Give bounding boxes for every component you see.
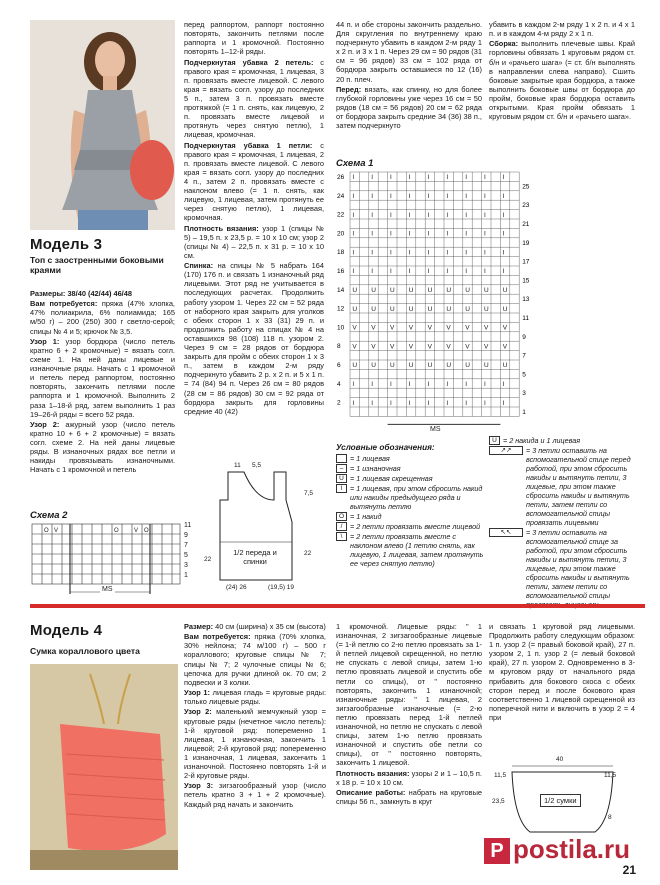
chart-symbol: U bbox=[484, 287, 489, 294]
chart-symbol: V bbox=[408, 343, 414, 351]
chart-symbol: I bbox=[484, 211, 486, 219]
chart-symbol: I bbox=[352, 249, 355, 257]
scheme2-title: Схема 2 bbox=[30, 510, 68, 521]
chart-symbol: I bbox=[465, 174, 468, 182]
chart-symbol: U bbox=[390, 362, 395, 370]
chart-symbol: I bbox=[446, 381, 449, 388]
bag-dim-width: 40 bbox=[556, 756, 564, 763]
chart-symbol: I bbox=[371, 174, 374, 182]
bag-label: 1/2 сумки bbox=[540, 794, 581, 807]
row-number-left: 24 bbox=[337, 192, 345, 200]
chart-symbol: U bbox=[465, 362, 470, 370]
chart-symbol: V bbox=[446, 324, 451, 332]
chart-symbol: I bbox=[484, 230, 486, 238]
chart-symbol: U bbox=[352, 287, 358, 294]
chart-symbol: I bbox=[446, 193, 449, 200]
row-number-left: 14 bbox=[337, 286, 345, 294]
scheme2-row-1: 1 bbox=[184, 572, 188, 579]
legend-title: Условные обозначения: bbox=[336, 443, 435, 452]
model4-subtitle: Сумка кораллового цвета bbox=[30, 646, 140, 656]
model3-sizes: Размеры: 38/40 (42/44) 46/48 bbox=[30, 289, 132, 298]
knit-symbol-icon bbox=[336, 454, 347, 463]
scheme1-chart bbox=[336, 168, 546, 440]
chart-symbol: I bbox=[502, 211, 505, 219]
row-number-left: 10 bbox=[337, 324, 345, 332]
row-number-left: 22 bbox=[337, 211, 345, 219]
chart-symbol: V bbox=[371, 324, 376, 332]
row-number-left: 2 bbox=[337, 399, 341, 407]
chart-symbol: I bbox=[371, 399, 374, 407]
model3-pattern2: ажурный узор (число петель кратно 10 + 6 + 2 кромочные) = вязать согл. схеме 2. На ней даны лицевые ряды. В изнаночных рядах все петли и накиды провязывать изнаночными. Начать с 1 кромочной и петель bbox=[30, 419, 175, 475]
chart-symbol: U bbox=[446, 305, 452, 313]
chart-symbol: I bbox=[484, 249, 486, 257]
chart-symbol: V bbox=[502, 324, 508, 332]
model3-col3-top: 44 п. и обе стороны закончить раздельно. Для скругления по внутреннему краю подчеркнуто убавить в каждом 2-м ряду 1 х 2 п. и 3 х 1 п. Через 29 см = 90 рядов (31 см = 96 рядов) 33 см = 102 ряда от бордюра закрыть оставшиеся по 12 (16) 20 п. плеч. bbox=[336, 20, 482, 84]
row-number-right: 7 bbox=[522, 352, 526, 360]
chart-symbol: I bbox=[502, 249, 505, 257]
chart-symbol: I bbox=[408, 211, 411, 219]
chart-symbol: I bbox=[352, 174, 355, 182]
chart-symbol: U bbox=[352, 305, 358, 313]
purl-symbol-icon: – bbox=[336, 464, 347, 473]
legend-item: U = 1 лицевая скрещенная bbox=[336, 474, 486, 483]
crossed-knit-symbol-icon: U bbox=[336, 474, 347, 483]
legend-item: O = 1 накид bbox=[336, 512, 486, 521]
double-yo-symbol-icon: U bbox=[489, 436, 500, 445]
chart-symbol: V bbox=[484, 324, 489, 332]
scheme2-row-3: 3 bbox=[184, 562, 188, 569]
chart-symbol: U bbox=[502, 362, 508, 370]
diagram-dim-right-20: 7,5 bbox=[304, 490, 314, 497]
legend-item: U = 2 накида и 1 лицевая bbox=[489, 436, 639, 445]
legend-item: I = 1 лицевая, при этом сбросить накид или накиды предыдущего ряда и вытянуть петлю bbox=[336, 484, 486, 511]
diagram-dim-bottom2: (19,5) 19 bbox=[268, 584, 295, 591]
model4-density: узоры 2 и 1 – 10,5 п. х 18 р. = 10 х 10 см. bbox=[336, 768, 482, 787]
drop-yo-symbol-icon: I bbox=[336, 484, 347, 493]
chart-symbol: I bbox=[427, 193, 430, 200]
chart-symbol: U bbox=[484, 362, 489, 370]
chart-symbol: I bbox=[427, 174, 430, 182]
model3-density: узор 1 (спицы № 5) – 19,5 п. х 23,5 р. = 10 х 10 см; узор 2 (спицы № 4) – 22,5 п. х 31 р. = 10 х 10 см. bbox=[184, 223, 324, 260]
svg-text:O: O bbox=[44, 528, 49, 534]
model3-materials: пряжа (47% хлопка, 47% полиакрила, 6% полиамида; 165 м/50 г) – 200 (250) 300 г светло-серой; спицы № 4 и 5; крючок № 3,5. bbox=[30, 299, 175, 336]
chart-symbol: I bbox=[352, 230, 355, 238]
bag-dim-right: 11,5 bbox=[604, 772, 617, 779]
chart-symbol: U bbox=[390, 305, 395, 313]
scheme2-row-11: 11 bbox=[184, 522, 192, 529]
chart-symbol: U bbox=[371, 362, 376, 370]
row-number-left: 6 bbox=[337, 362, 341, 369]
chart-symbol: I bbox=[502, 174, 505, 182]
chart-symbol: V bbox=[484, 343, 489, 351]
chart-symbol: U bbox=[502, 287, 508, 294]
row-number-right: 19 bbox=[522, 239, 530, 247]
model4-title: Модель 4 bbox=[30, 622, 103, 639]
pattern-diagram bbox=[200, 460, 330, 600]
row-number-left: 16 bbox=[337, 268, 345, 275]
scheme2-row-7: 7 bbox=[184, 542, 188, 549]
chart-symbol: I bbox=[371, 249, 374, 257]
postila-icon: P bbox=[484, 838, 510, 864]
yarn-over-symbol-icon: O bbox=[336, 512, 347, 521]
chart-symbol: U bbox=[427, 305, 433, 313]
row-number-right: 25 bbox=[522, 183, 530, 191]
model3-column-1: Размеры: 38/40 (42/44) 46/48 Вам потребуется: пряжа (47% хлопка, 47% полиакрила, 6% полиамида; 165 м/50 г) – 200 (250) 300 г светло-серой; спицы № 4 и 5; крючок № 3,5. Узор 1: узор бордюра (число петель кратно 6 + 2 кромочные) = вязать согл. схеме 1. На ней даны лицевые и изнаночные ряды. Начать с 1 кромочной и петель перед раппортом, постоянно повторять, закончить петлями после раппорта и 1 кромочной. Выполнить 2 раза 1–18-й ряд, затем выполнить 1 раз 19–26-й ряды = всего 52 ряда. Узор 2: ажурный узор (число петель кратно 10 + 6 + 2 кромочные) = вязать согл. схеме 2. На ней даны лицевые ряды. В изнаночных рядах все петли и накиды провязывать изнаночными. Начать с 1 кромочной и петель bbox=[30, 289, 175, 475]
row-number-right: 5 bbox=[522, 371, 526, 379]
legend-item: = 1 лицевая bbox=[336, 454, 486, 463]
chart-symbol: V bbox=[408, 324, 414, 332]
chart-symbol: V bbox=[427, 324, 432, 332]
watermark-logo: P postila.ru bbox=[484, 834, 630, 865]
chart-symbol: I bbox=[371, 268, 374, 276]
chart-symbol: U bbox=[408, 287, 414, 294]
k2tog-symbol-icon: / bbox=[336, 522, 347, 531]
model3-col2-top: перед раппортом, раппорт постоянно повторять, закончить петлями после раппорта и 1 кромочной. Постоянно повторять 1–12-й ряды. bbox=[184, 20, 324, 57]
chart-symbol: I bbox=[408, 174, 411, 182]
chart-symbol: I bbox=[371, 193, 374, 200]
bag-dim-height: 23,5 bbox=[492, 798, 505, 805]
chart-symbol: I bbox=[465, 193, 468, 200]
legend bbox=[336, 443, 486, 569]
chart-symbol: I bbox=[408, 399, 411, 407]
chart-symbol: I bbox=[484, 268, 486, 276]
legend-item: ↗↗ = 3 петли оставить на вспомогательной спице перед работой, при этом сбросить накиды и вытянуть петли, 3 лицевые, при этом также сбросить накиды и вытянуть петли, затем петли со вспомогательной спицы провязать лицевыми bbox=[489, 446, 639, 527]
chart-symbol: I bbox=[352, 211, 355, 219]
svg-text:V: V bbox=[54, 528, 59, 534]
chart-symbol: V bbox=[446, 343, 451, 351]
diagram-dim-top2: 5,5 bbox=[252, 462, 262, 469]
model3-column-2: перед раппортом, раппорт постоянно повторять, закончить петлями после раппорта и 1 кромочной. Постоянно повторять 1–12-й ряды. Подчеркнутая убавка 2 петель: с правого края = кромочная, 1 лицевая, 3 п. провязать вместе лицевой. С левого края = вязать согл. узору до последних 5 п., затем 3 п. провязать вместе протяжкой (= 1 п. снять, как лицевую, 2 п. провязать вместе лицевой и протянуть через снятую петлю), 1 лицевая, кромочная. Подчеркнутая убавка 1 петли: с правого края = кромочная, 1 лицевая, 2 п. провязать вместе лицевой. С левого края = вязать согл. узору до последних 4 п., затем 2 п. провязать вместе с наклоном влево (= 1 п. снять, как лицевую, 1 лицевая, затем протянуть ее через снятую петлю), 1 лицевая, кромочная. Плотность вязания: узор 1 (спицы № 5) – 19,5 п. х 23,5 р. = 10 х 10 см; узор 2 (спицы № 4) – 22,5 п. х 31 р. = 10 х 10 см. Спинка: на спицы № 5 набрать 164 (170) 176 п. и связать 1 изнаночный ряд лицевыми. Этот ряд не учитывается в последующих расчетах. Продолжить работу узором 1. Через 22 см = 52 ряда от наборного края закрыть для уголков с обеих сторон 1 х 33 (31) 29 п. и продолжить работу на спицах № 4 на оставшихся 98 (108) 118 п. узором 2. Через 9 см = 28 рядов от бордюра закрыть для пройм с обеих сторон 1 х 3 п., затем в каждом 2-м ряду подчеркнуто убавить 2 р. х 2 п. и 5 х 1 п. = 74 (84) 94 п. Через 26 см = 80 рядов (28 см = 86 рядов) 30 см = 92 ряда от бордюра закрыть для горловины средние 40 (42) bbox=[184, 20, 324, 416]
model4-column-3 bbox=[489, 622, 635, 723]
model3-front: вязать, как спинку, но для более глубокой горловины уже через 16 см = 50 рядов (18 см = 56 рядов) 20 см = 62 ряда от бордюра закрыть средние 34 (36) 38 п., затем подчеркнуто bbox=[336, 84, 482, 131]
model3-title: Модель 3 bbox=[30, 236, 103, 253]
row-number-left: 26 bbox=[337, 174, 345, 181]
chart-symbol: U bbox=[446, 287, 452, 294]
chart-symbol: I bbox=[371, 211, 374, 219]
scheme2-row-9: 9 bbox=[184, 532, 188, 539]
row-number-left: 8 bbox=[337, 343, 341, 351]
scheme2-chart bbox=[30, 522, 205, 602]
model4-col2: 1 кромочной. Лицевые ряды: " 1 изнаночная, 2 зигзагообразные лицевые (= 1-й петлю со 2-ю петлю провязать за 1-й петлей лицевой скрещенной, но петлю не спускать с левой спицы, затем 1-ю петлю провязать лицевой и спустить обе петли со спицы), от " постоянно повторять, закончить 1 изнаночной; изнаночные ряды: " 1 лицевая, 2 зигзагообразные изнаночные (= 2-ю петлю провязать перед 1-й петлей изнаночной, но петлю не спускать с левой спицы, затем 1-ю петлю провязать изнаночной и спустить обе петли со спицы), от " постоянно повторять, закончить 1 лицевой. bbox=[336, 622, 482, 768]
chart-symbol: V bbox=[427, 343, 432, 351]
svg-text:O: O bbox=[114, 528, 119, 534]
model4-column-1: Размер: 40 см (ширина) х 35 см (высота) Вам потребуется: пряжа (70% хлопка, 30% нейлона; 74 м/100 г) – 500 г кораллового; круговые спицы № 7; спицы № 7; 2 чулочные спицы № 6; цепочка для ручки длиной ок. 70 см; 2 подвески и 3 колки. Узор 1: лицевая гладь = круговые ряды: только лицевые ряды. Узор 2: маленький жемчужный узор = круговые ряды (нечетное число петель): 1-й круговой ряд: попеременно 1 лицевая, 1 изнаночная, закончить 1 лицевой; 2-й круговой ряд: попеременно 1 изнаночная, 1 лицевая, закончить 1 изнаночной. Постоянно повторять 1-й и 2-й круговые ряды. Узор 3: зигзагообразный узор (число петель кратно 3 + 1 + 2 кромочные). Каждый ряд начать и закончить bbox=[184, 622, 326, 809]
model4-photo bbox=[30, 664, 178, 870]
chart-symbol: I bbox=[446, 399, 449, 407]
chart-symbol: I bbox=[502, 193, 505, 200]
row-number-left: 18 bbox=[337, 249, 345, 257]
cable-back-symbol-icon: ↖↖ bbox=[489, 528, 523, 537]
chart-symbol: I bbox=[446, 211, 449, 219]
chart-symbol: I bbox=[408, 230, 411, 238]
chart-symbol: I bbox=[502, 230, 505, 238]
row-number-right: 15 bbox=[522, 277, 530, 285]
model3-subtitle: Топ с заостренными боковыми краями bbox=[30, 255, 164, 275]
chart-symbol: I bbox=[427, 381, 430, 388]
row-number-right: 21 bbox=[522, 221, 530, 228]
legend-item: ↖↖ = 3 петли оставить на вспомогательной спице за работой, при этом сбросить накиды и вытянуть петли, 3 лицевые, при этом также сбросить накиды и вытянуть петли, затем петли со вспомогательной спицы bbox=[489, 528, 639, 609]
chart-symbol: I bbox=[446, 268, 449, 276]
chart-symbol: I bbox=[484, 381, 486, 388]
chart-symbol: I bbox=[352, 268, 355, 276]
chart-symbol: I bbox=[352, 399, 355, 407]
chart-symbol: I bbox=[427, 268, 430, 276]
model3-column-3: 44 п. и обе стороны закончить раздельно. Для скругления по внутреннему краю подчеркнуто убавить в каждом 2-м ряду 1 х 2 п. и 3 х 1 п. Через 29 см = 90 рядов (31 см = 96 рядов) 33 см = 102 ряда от бордюра закрыть оставшиеся по 12 (16) 20 п. плеч. Перед: вязать, как спинку, но для более глубокой горловины уже через 16 см = 50 рядов (18 см = 56 рядов) 20 см = 62 ряда от бордюра закрыть средние 34 (36) 38 п., затем подчеркнуто bbox=[336, 20, 482, 131]
svg-text:V: V bbox=[134, 528, 139, 534]
chart-symbol: I bbox=[390, 211, 392, 219]
row-number-left: 20 bbox=[337, 230, 345, 238]
chart-symbol: V bbox=[371, 343, 376, 351]
scheme2-ms-label: MS bbox=[102, 586, 113, 593]
bag-diagram bbox=[492, 756, 625, 840]
chart-symbol: V bbox=[465, 343, 470, 351]
chart-symbol: I bbox=[465, 268, 468, 276]
chart-symbol: U bbox=[502, 305, 508, 313]
chart-symbol: I bbox=[371, 381, 374, 388]
chart-symbol: I bbox=[502, 381, 505, 388]
chart-symbol: I bbox=[390, 230, 392, 238]
scheme2-row-5: 5 bbox=[184, 552, 188, 559]
chart-symbol: U bbox=[408, 362, 414, 370]
chart-symbol: I bbox=[465, 230, 468, 238]
chart-symbol: I bbox=[465, 381, 468, 388]
legend-right bbox=[489, 436, 639, 610]
chart-symbol: U bbox=[465, 287, 470, 294]
section-divider bbox=[30, 604, 645, 608]
ssk-symbol-icon: \ bbox=[336, 532, 347, 541]
legend-item: – = 1 изнаночная bbox=[336, 464, 486, 473]
row-number-right: 23 bbox=[522, 202, 530, 210]
chart-symbol: I bbox=[427, 399, 430, 407]
model4-pattern2: маленький жемчужный узор = круговые ряды (нечетное число петель): 1-й круговой ряд: попеременно 1 лицевая, 1 изнаночная, закончить 1 лицевой; 2-й круговой ряд: попеременно 1 изнаночная, 1 лицевая, закончить 1 изнаночной. Постоянно повторять 1-й и 2-й круговые ряды. bbox=[184, 707, 326, 781]
chart-symbol: I bbox=[352, 193, 355, 200]
chart-symbol: I bbox=[408, 268, 411, 276]
model3-assembly: выполнить плечевые швы. Край горловины обвязать 1 круговым рядом ст. б/н и «рачьего шага» (= ст. б/н выполнять в направлении слева направо). Сшить боковые закрытые края бордюра, а также выполнить боковые швы от бордюра до пройм, боковые края бордюра оставить открытыми. Края пройм обвязать 1 круговым рядом ст. б/н и «рачьего шага». bbox=[489, 39, 635, 122]
model3-dec2: с правого края = кромочная, 1 лицевая, 3 п. провязать вместе лицевой. С левого края = вязать согл. узору до последних 5 п., затем 3 п. провязать вместе протяжкой (= 1 п. снять, как лицевую, 2 п. провязать вместе лицевой и протянуть через снятую петлю), 1 лицевая, кромочная. bbox=[184, 57, 324, 140]
chart-symbol: V bbox=[502, 343, 508, 351]
bag-dim-left: 11,5 bbox=[494, 772, 507, 779]
chart-symbol: I bbox=[484, 174, 486, 182]
model3-dec1: с правого края = кромочная, 1 лицевая, 2 п. провязать вместе лицевой. С левого края = вязать согл. узору до последних 4 п., затем 2 п. провязать вместе с наклоном влево (= 1 п. снять, как лицевую, 1 лицевая, затем протянуть ее через снятую петлю), 1 лицевая, кромочная. bbox=[184, 140, 324, 223]
chart-symbol: I bbox=[427, 230, 430, 238]
legend-item: / = 2 петли провязать вместе лицевой bbox=[336, 522, 486, 531]
chart-symbol: U bbox=[446, 362, 452, 370]
chart-symbol: I bbox=[427, 211, 430, 219]
chart-symbol: I bbox=[446, 174, 449, 182]
chart-symbol: I bbox=[390, 381, 392, 388]
diagram-label: 1/2 переда и спинки bbox=[233, 548, 277, 566]
chart-symbol: I bbox=[446, 230, 449, 238]
row-number-left: 12 bbox=[337, 305, 345, 313]
chart-symbol: I bbox=[408, 381, 411, 388]
svg-text:O: O bbox=[144, 528, 149, 534]
chart-symbol: I bbox=[390, 193, 392, 200]
chart-symbol: U bbox=[371, 287, 376, 294]
chart-symbol: I bbox=[465, 249, 468, 257]
model3-pattern1: узор бордюра (число петель кратно 6 + 2 кромочные) = вязать согл. схеме 1. На ней даны лицевые и изнаночные ряды. Начать с 1 кромочной и петель перед раппортом, постоянно повторять, закончить петлями после раппорта и 1 кромочной. Выполнить 2 раза 1–18-й ряд, затем выполнить 1 раз 19–26-й ряды = всего 52 ряда. bbox=[30, 336, 175, 419]
chart-symbol: V bbox=[465, 324, 470, 332]
model3-column-4: убавить в каждом 2-м ряду 1 х 2 п. и 4 х 1 п. и в каждом 4-м ряду 2 х 1 п. Сборка: выполнить плечевые швы. Край горловины обвязать 1 круговым рядом ст. б/н и «рачьего шага» (= ст. б/н выполнять в направлении слева направо). Сшить боковые закрытые края бордюра, а также выполнить боковые швы от бордюра до пройм, боковые края бордюра оставить открытыми. Края пройм обвязать 1 круговым рядом ст. б/н и «рачьего шага». bbox=[489, 20, 635, 122]
page-number: 21 bbox=[622, 863, 636, 877]
model3-col4-top: убавить в каждом 2-м ряду 1 х 2 п. и 4 х 1 п. и в каждом 4-м ряду 2 х 1 п. bbox=[489, 20, 635, 39]
chart-symbol: V bbox=[352, 343, 357, 351]
chart-symbol: I bbox=[390, 268, 392, 276]
model4-size: 40 см (ширина) х 35 см (высота) bbox=[215, 622, 326, 631]
scheme1-ms-label: MS bbox=[430, 426, 441, 433]
chart-symbol: I bbox=[390, 174, 392, 182]
bag-dim-right2: 8 bbox=[608, 814, 612, 821]
chart-symbol: I bbox=[502, 268, 505, 276]
chart-symbol: I bbox=[408, 249, 411, 257]
diagram-dim-right-22: 22 bbox=[304, 550, 312, 557]
diagram-dim-top: 11 bbox=[234, 462, 241, 469]
chart-symbol: I bbox=[502, 399, 505, 407]
model3-photo bbox=[30, 20, 175, 230]
chart-symbol: I bbox=[484, 399, 486, 407]
model4-pattern1: лицевая гладь = круговые ряды: только лицевые ряды. bbox=[184, 688, 326, 707]
model4-description: набрать на круговые спицы 56 п., замкнуть в круг bbox=[336, 788, 482, 807]
row-number-right: 1 bbox=[522, 409, 526, 416]
cable-front-symbol-icon: ↗↗ bbox=[489, 446, 523, 455]
row-number-right: 13 bbox=[522, 296, 530, 304]
chart-symbol: U bbox=[427, 362, 433, 370]
row-number-right: 11 bbox=[522, 315, 529, 322]
chart-symbol: U bbox=[427, 287, 433, 294]
chart-symbol: I bbox=[465, 211, 468, 219]
legend-item: \ = 2 петли провязать вместе с наклоном влево (1 петлю снять, как лицевую, 1 лицевая, затем протянуть ее через снятую петлю) bbox=[336, 532, 486, 568]
scheme1-title: Схема 1 bbox=[336, 158, 374, 169]
chart-symbol: U bbox=[390, 287, 395, 294]
chart-symbol: I bbox=[371, 230, 374, 238]
chart-symbol: I bbox=[352, 381, 355, 388]
chart-symbol: I bbox=[408, 193, 411, 200]
chart-symbol: U bbox=[408, 305, 414, 313]
chart-symbol: U bbox=[484, 305, 489, 313]
diagram-dim-bottom: (24) 26 bbox=[226, 584, 247, 591]
chart-symbol: I bbox=[484, 193, 486, 200]
chart-symbol: U bbox=[352, 362, 358, 370]
model4-col3: и связать 1 круговой ряд лицевыми. Продолжить работу следующим образом: 1 п. узор 2 (= правый боковой край), 27 п. узором 2, 1 п. узор 2 (= левый боковой край), 27 п. узором 2. Одновременно в 3-м круговом ряду от начального ряда прибавить для бокового скоса с обеих сторон перед и после бокового края соответственно 1 лицевой скрещенной из поперечной нити и включить в узор 2 = 4 при bbox=[489, 622, 635, 722]
chart-symbol: I bbox=[390, 249, 392, 257]
chart-symbol: I bbox=[465, 399, 468, 407]
chart-symbol: I bbox=[390, 399, 392, 407]
model4-pattern3: зигзагообразный узор (число петель кратно 3 + 1 + 2 кромочные). Каждый ряд начать и закончить bbox=[184, 781, 326, 809]
model4-materials: пряжа (70% хлопка, 30% нейлона; 74 м/100 г) – 500 г кораллового; круговые спицы № 7; спицы № 7; 2 чулочные спицы № 6; цепочка для ручки длиной ок. 70 см; 2 подвески и 3 колки. bbox=[184, 632, 326, 687]
chart-symbol: U bbox=[465, 305, 470, 313]
row-number-right: 9 bbox=[522, 333, 526, 341]
chart-symbol: V bbox=[390, 343, 395, 351]
chart-symbol: I bbox=[427, 249, 430, 257]
chart-symbol: U bbox=[371, 305, 376, 313]
chart-symbol: I bbox=[446, 249, 449, 257]
diagram-dim-left-22: 22 bbox=[204, 556, 212, 563]
row-number-left: 4 bbox=[337, 380, 341, 388]
row-number-right: 3 bbox=[522, 390, 526, 398]
chart-symbol: V bbox=[352, 324, 357, 332]
model4-column-2: 1 кромочной. Лицевые ряды: " 1 изнаночная, 2 зигзагообразные лицевые (= 1-й петлю со 2-ю петлю провязать за 1-й петлей лицевой скрещенной, но петлю не спускать с левой спицы, затем 1-ю петлю провязать лицевой и спустить обе петли со спицы), от " постоянно повторять, закончить 1 изнаночной; изнаночные ряды: " 1 лицевая, 2 зигзагообразные изнаночные (= 2-ю петлю провязать перед 1-й петлей изнаночной, но петлю не спускать с левой спицы, затем 1-ю петлю провязать изнаночной и спустить обе петли со спицы), от " постоянно повторять, закончить 1 лицевой. Плотность вязания: узоры 2 и 1 – 10,5 п. х 18 р. = 10 х 10 см. Описание работы: набрать на круговые спицы 56 п., замкнуть в круг bbox=[336, 622, 482, 807]
chart-symbol: V bbox=[390, 324, 395, 332]
row-number-right: 17 bbox=[522, 258, 530, 266]
model3-back: на спицы № 5 набрать 164 (170) 176 п. и связать 1 изнаночный ряд лицевыми. Этот ряд не учитывается в последующих расчетах. Продолжить работу узором 1. Через 22 см = 52 ряда от наборного края закрыть для уголков с обеих сторон 1 х 33 (31) 29 п. и продолжить работу на спицах № 4 на оставшихся 98 (108) 118 п. узором 2. Через 9 см = 28 рядов от бордюра закрыть для пройм с обеих сторон 1 х 3 п., затем в каждом 2-м ряду подчеркнуто убавить 2 р. х 2 п. и 5 х 1 п. = 74 (84) 94 п. Через 26 см = 80 рядов (28 см = 86 рядов) 30 см = 92 ряда от бордюра закрыть для горловины средние 40 (42) bbox=[184, 261, 324, 416]
